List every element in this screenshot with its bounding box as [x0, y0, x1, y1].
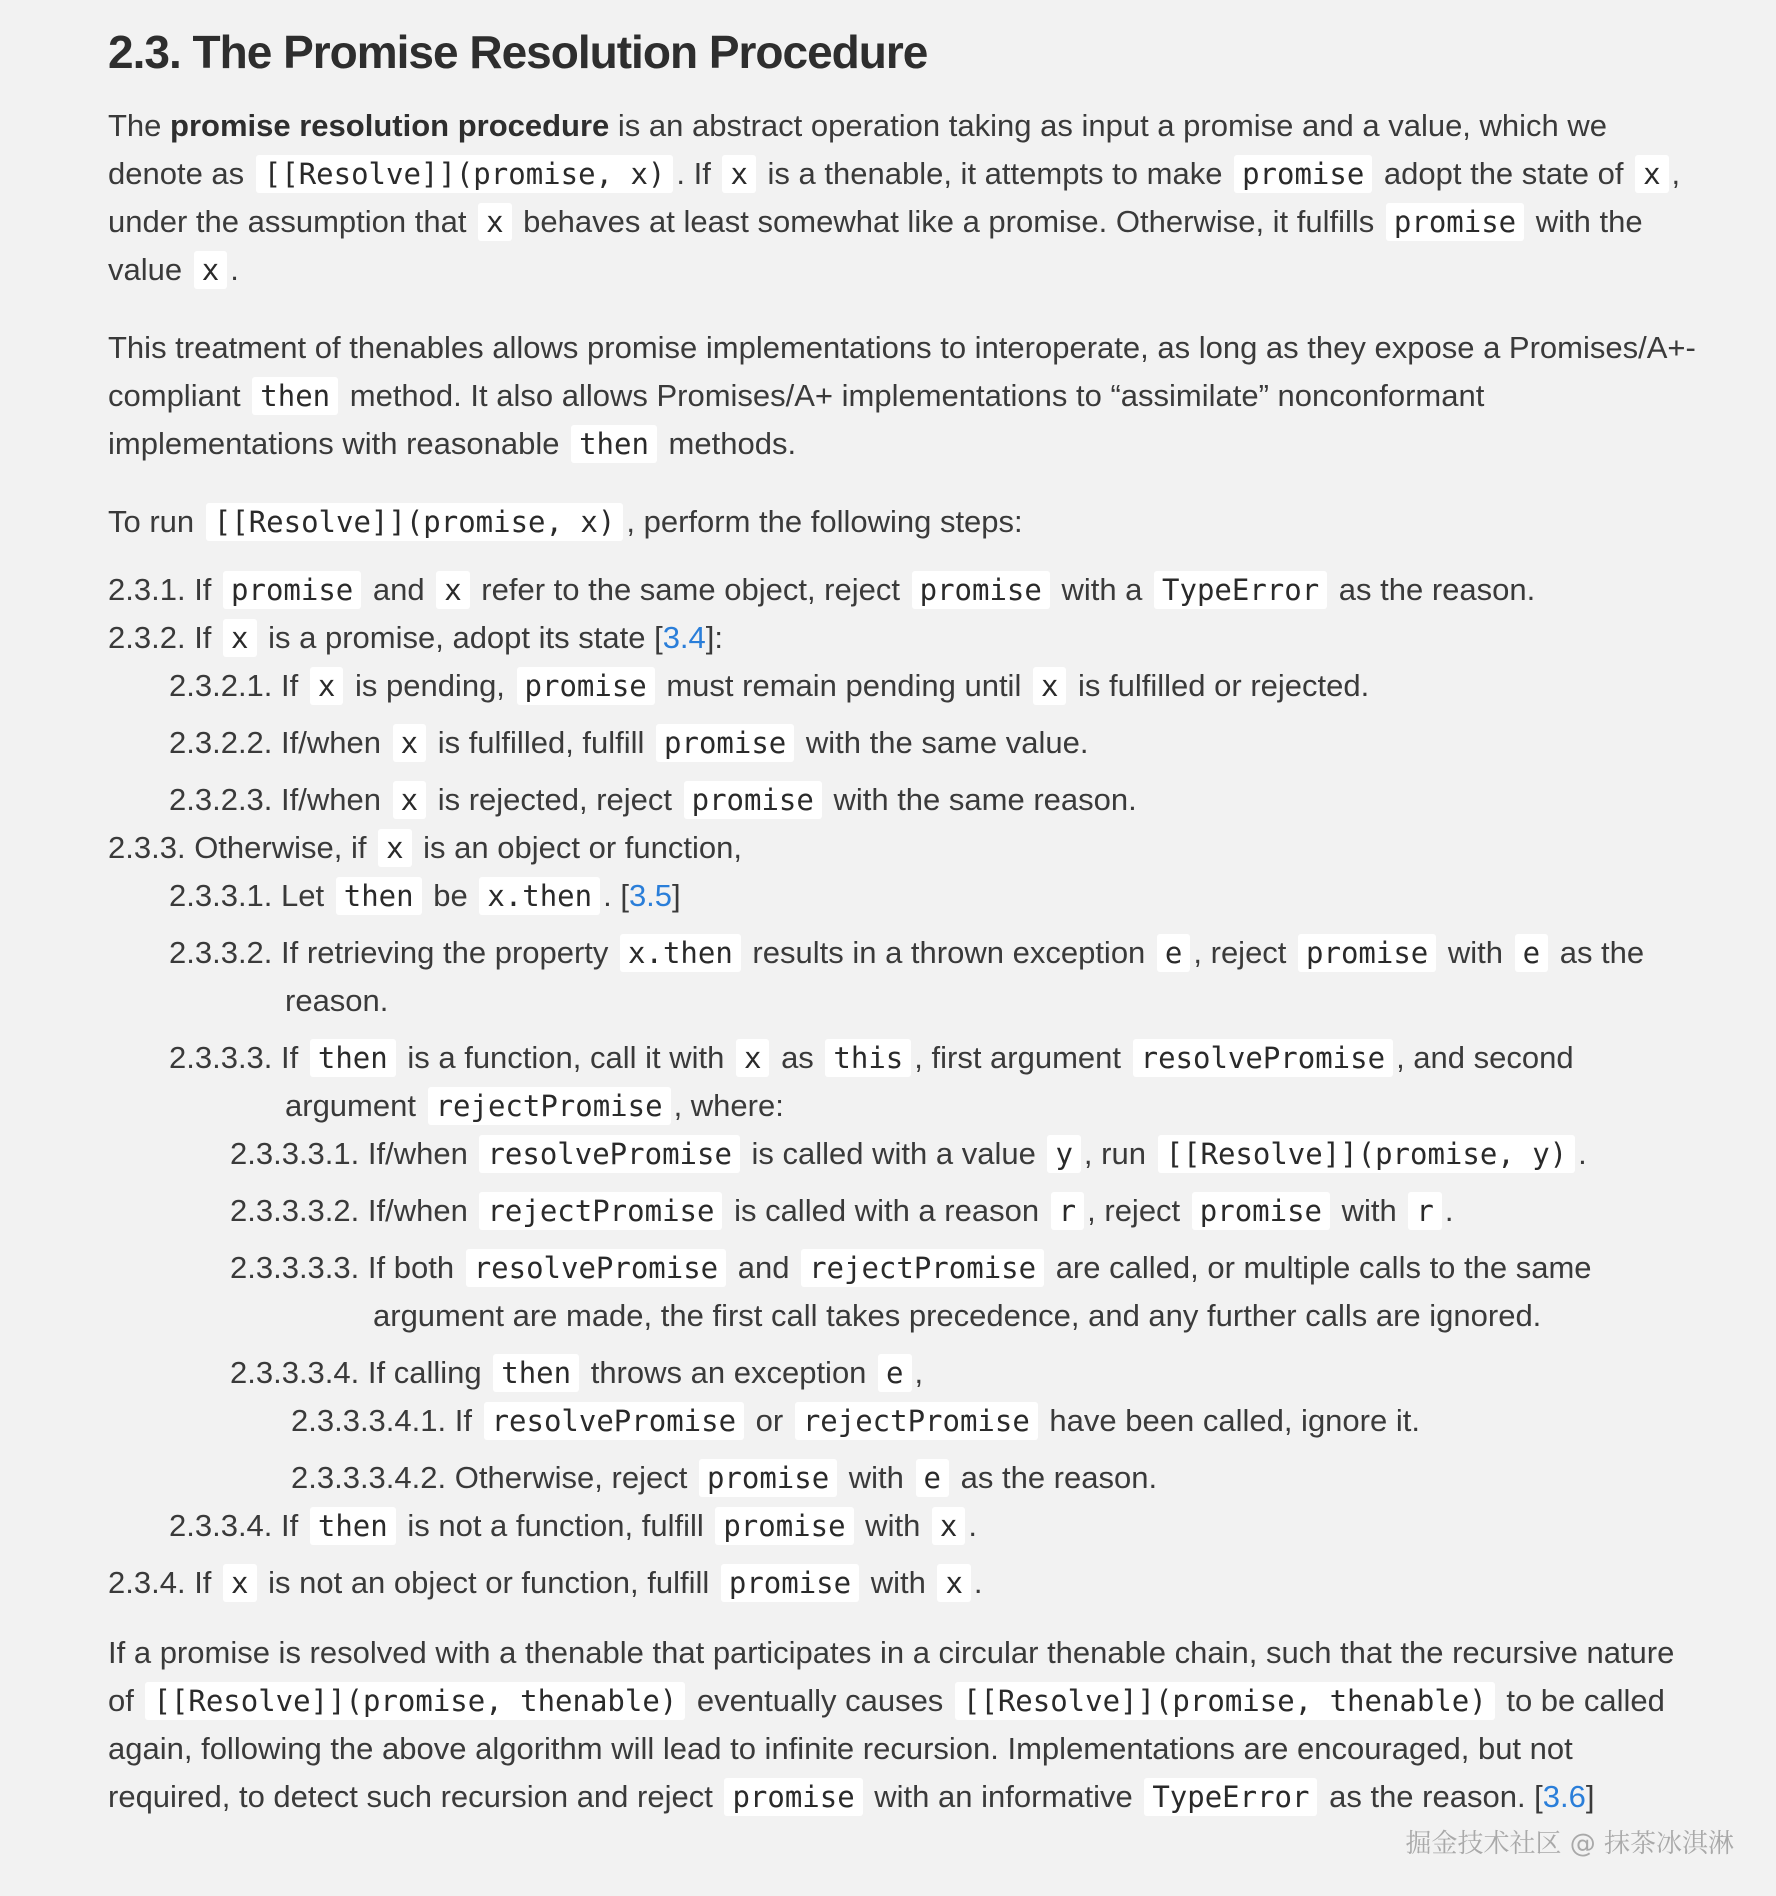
- code: then: [310, 1039, 396, 1077]
- section-title: 2.3. The Promise Resolution Procedure: [108, 26, 928, 78]
- code: x.then: [479, 877, 600, 915]
- code: promise: [223, 571, 361, 609]
- code: rejectPromise: [479, 1192, 722, 1230]
- code: x: [223, 1564, 256, 1602]
- step-2-3-3-3-4: 2.3.3.3.4. If calling then throws an exception e , 2.3.3.3.4.1. If resolvePromise or rejectPromise have been called, ignore it. 2.3.3.3.4.2. Otherwise, reject promise with e as the reason.: [230, 1349, 1698, 1502]
- code: promise: [715, 1507, 853, 1545]
- code: rejectPromise: [428, 1087, 671, 1125]
- step-2-3-3-3: 2.3.3.3. If then is a function, call it with x as this , first argument resolvePromise , and second argument rejectPromise , where:: [169, 1040, 1574, 1123]
- step-2-3-1: 2.3.1. If promise and x refer to the same object, reject promise with a TypeError as the reason.: [108, 572, 1536, 607]
- code: e: [1515, 934, 1548, 972]
- code: x: [722, 155, 755, 193]
- code: promise: [1298, 934, 1436, 972]
- step-2-3-2-1: 2.3.2.1. If x is pending, promise must remain pending until x is fulfilled or rejected.: [169, 668, 1370, 703]
- code: promise: [1192, 1192, 1330, 1230]
- substeps-2-3-2: [108, 662, 1698, 824]
- code: rejectPromise: [801, 1249, 1044, 1287]
- code: [[Resolve]](promise, x): [206, 503, 624, 541]
- substeps-2-3-3-3: [169, 1130, 1698, 1502]
- code: [[Resolve]](promise, y): [1158, 1135, 1576, 1173]
- code: x: [310, 667, 343, 705]
- code: x: [937, 1564, 970, 1602]
- recursion-paragraph: If a promise is resolved with a thenable that participates in a circular thenable chain, such that the recursive nature of [[Resolve]](promise, thenable) eventually causes [[Resolve]](promise, thenable) to be called again, following the above algorithm will lead to infinite recursion. Implementations are encouraged, but not required, to detect such recursion and reject promise with an informative TypeError as the reason. [3.6]: [108, 1635, 1675, 1814]
- code: promise: [517, 667, 655, 705]
- code: y: [1047, 1135, 1080, 1173]
- document: [108, 0, 1698, 1821]
- step-2-3-3: 2.3.3. Otherwise, if x is an object or function, 2.3.3.1. Let then be x.then . [3.5] 2.3.3.2. If retrieving the property x.then results in a thrown exception e , reject promise with e as the reason. 2.3.3.3. If then is a function, call it with x as this , first argument resolvePromise , and second argument rejectPromise , where: 2.3.3.3.1. If/when resolvePromise is called with a value y , run [[Resolve]](promise, y) . 2.3.3.3.2. If/when rejectPromise is called with a reason r , reject promise with r . 2.3.3.3.3. If both resolvePromise and rejectPromise are called, or multiple calls to the same argument are made, the first call takes precedence, and any further calls are ignored. 2.3.3.3.4. If calling then throws an exception e , 2.3.3.3.4.1. If resolvePromise or rejectPromise have been called, ignore it. 2.3.3.3.4.2. Otherwise, reject promise with e as the reason. 2.3.3.4. If then is not a function, fulfill promise with x .: [108, 824, 1698, 1550]
- step-2-3-4: 2.3.4. If x is not an object or function, fulfill promise with x .: [108, 1565, 983, 1600]
- code: then: [493, 1354, 579, 1392]
- code: e: [1157, 934, 1190, 972]
- code: e: [916, 1459, 949, 1497]
- step-2-3-3-3-4-2: 2.3.3.3.4.2. Otherwise, reject promise with e as the reason.: [291, 1460, 1158, 1495]
- code: x: [393, 781, 426, 819]
- term-bold: promise resolution procedure: [170, 108, 610, 143]
- step-2-3-3-3-2: 2.3.3.3.2. If/when rejectPromise is called with a reason r , reject promise with r .: [230, 1193, 1454, 1228]
- watermark: 掘金技术社区 @ 抹茶冰淇淋: [1405, 1829, 1734, 1859]
- code: resolvePromise: [479, 1135, 739, 1173]
- code: r: [1051, 1192, 1084, 1230]
- step-2-3-2-3: 2.3.2.3. If/when x is rejected, reject promise with the same reason.: [169, 782, 1137, 817]
- step-2-3-3-3-4-1: 2.3.3.3.4.1. If resolvePromise or rejectPromise have been called, ignore it.: [291, 1403, 1420, 1438]
- substeps-2-3-3-3-4: [230, 1397, 1698, 1502]
- code: x: [223, 619, 256, 657]
- code: promise: [684, 781, 822, 819]
- code: promise: [1386, 203, 1524, 241]
- code: then: [252, 377, 338, 415]
- code: x: [393, 724, 426, 762]
- code: then: [310, 1507, 396, 1545]
- step-2-3-2-2: 2.3.2.2. If/when x is fulfilled, fulfill promise with the same value.: [169, 725, 1089, 760]
- code: x: [932, 1507, 965, 1545]
- run-paragraph: To run [[Resolve]](promise, x) , perform the following steps:: [108, 504, 1023, 539]
- note-link-3-6[interactable]: 3.6: [1542, 1779, 1586, 1814]
- code: x: [436, 571, 469, 609]
- note-link-3-4[interactable]: 3.4: [662, 620, 706, 655]
- code: x: [736, 1039, 769, 1077]
- code: TypeError: [1154, 571, 1327, 609]
- step-2-3-3-3-3: 2.3.3.3.3. If both resolvePromise and rejectPromise are called, or multiple calls to the same argument are made, the first call takes precedence, and any further calls are ignored.: [230, 1250, 1592, 1333]
- thenables-paragraph: This treatment of thenables allows promise implementations to interoperate, as long as they expose a Promises/A+-compliant then method. It also allows Promises/A+ implementations to “assimilate” nonconformant implementations with reasonable then methods.: [108, 330, 1696, 461]
- code: then: [571, 425, 657, 463]
- code: this: [825, 1039, 911, 1077]
- step-2-3-3-4: 2.3.3.4. If then is not a function, fulfill promise with x .: [169, 1508, 978, 1543]
- note-link-3-5[interactable]: 3.5: [628, 878, 673, 913]
- code: x.then: [620, 934, 741, 972]
- code: rejectPromise: [795, 1402, 1038, 1440]
- code: x: [478, 203, 511, 241]
- code: x: [1033, 667, 1066, 705]
- code: resolvePromise: [1133, 1039, 1393, 1077]
- steps-list: [108, 566, 1698, 1607]
- code: promise: [656, 724, 794, 762]
- code: r: [1408, 1192, 1441, 1230]
- code: [[Resolve]](promise, thenable): [955, 1682, 1495, 1720]
- code: then: [336, 877, 422, 915]
- code: [[Resolve]](promise, thenable): [145, 1682, 685, 1720]
- code: [[Resolve]](promise, x): [256, 155, 674, 193]
- code: promise: [699, 1459, 837, 1497]
- code: x: [1635, 155, 1668, 193]
- step-2-3-2: 2.3.2. If x is a promise, adopt its state [3.4]: 2.3.2.1. If x is pending, promise must remain pending until x is fulfilled or rejected. 2.3.2.2. If/when x is fulfilled, fulfill promise with the same value. 2.3.2.3. If/when x is rejected, reject promise with the same reason.: [108, 614, 1698, 824]
- code: promise: [724, 1778, 862, 1816]
- code: x: [194, 251, 227, 289]
- code: promise: [721, 1564, 859, 1602]
- intro-paragraph: The promise resolution procedure is an abstract operation taking as input a promise and a value, which we denote as [[Resolve]](promise, x) . If x is a thenable, it attempts to make promise adopt the state of x , under the assumption that x behaves at least somewhat like a promise. Otherwise, it fulfills promise with the value x .: [108, 108, 1681, 287]
- substeps-2-3-3-3-wrap: [169, 1130, 1698, 1502]
- code: resolvePromise: [484, 1402, 744, 1440]
- step-2-3-3-2: 2.3.3.2. If retrieving the property x.then results in a thrown exception e , reject promise with e as the reason.: [169, 935, 1645, 1018]
- code: resolvePromise: [466, 1249, 726, 1287]
- code: e: [878, 1354, 911, 1392]
- code: promise: [1234, 155, 1372, 193]
- substeps-2-3-3: [108, 872, 1698, 1550]
- code: x: [378, 829, 411, 867]
- step-2-3-3-1: 2.3.3.1. Let then be x.then . [3.5]: [169, 878, 681, 913]
- step-2-3-3-3-1: 2.3.3.3.1. If/when resolvePromise is called with a value y , run [[Resolve]](promise, y) .: [230, 1136, 1587, 1171]
- code: promise: [912, 571, 1050, 609]
- code: TypeError: [1144, 1778, 1317, 1816]
